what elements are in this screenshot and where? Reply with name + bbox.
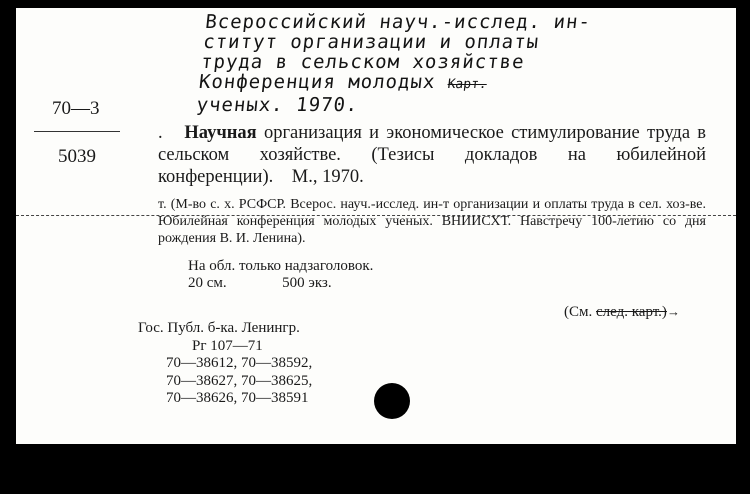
- handwritten-line: [198, 72, 730, 95]
- arrow-icon: →: [666, 304, 680, 319]
- size-text: 20 см.: [188, 275, 227, 291]
- handwritten-line: труда в сельском хозяйстве: [200, 51, 526, 73]
- library-code: Рг 107—71: [192, 337, 263, 354]
- physical-description: [188, 275, 332, 292]
- accession-number: 70—38626, 70—38591: [166, 390, 309, 406]
- entry-imprint: М., 1970.: [291, 167, 364, 187]
- call-number-top: 70—3: [52, 98, 100, 119]
- title-note: На обл. только надзаголовок.: [188, 258, 374, 274]
- library-holdings: [138, 320, 312, 408]
- entry-bullet: .: [158, 123, 163, 143]
- entry-title: организация и экономическое стимулирование труда в сельском хозяйстве. (Тезисы докладов на юбилейной конференции).: [158, 123, 707, 187]
- dashed-divider: [16, 215, 736, 216]
- continued-open: (См.: [564, 304, 593, 320]
- handwritten-line: ученых. 1970.: [195, 94, 360, 116]
- handwritten-heading: [196, 12, 736, 115]
- ink-blot: [374, 383, 410, 419]
- library-name: Гос. Публ. б-ка. Ленингр.: [138, 320, 300, 336]
- copies-text: 500 экз.: [282, 275, 332, 291]
- bibliographic-entry: [158, 122, 706, 188]
- continued-struck: след. карт.): [596, 304, 667, 320]
- call-number-divider: [34, 131, 120, 132]
- catalog-card: [16, 8, 736, 444]
- call-number-bottom: 5039: [58, 146, 96, 167]
- struck-text: Карт.: [446, 77, 488, 92]
- accession-number: 70—38612, 70—38592,: [166, 355, 313, 371]
- handwritten-text: Конференция молодых: [197, 71, 437, 93]
- accession-number: 70—38627, 70—38625,: [166, 372, 313, 389]
- handwritten-line: ститут организации и оплаты: [202, 31, 541, 53]
- entry-notes: т. (М-во с. х. РСФСР. Всерос. науч.-исслед. ин-т организации и оплаты труда в сел. хоз-ве. Юбилейная конференция молодых ученых. ВНИИСХТ. Навстречу 100-летию со дня рождения В. И. Ленина).: [158, 197, 706, 246]
- continued-note: [564, 304, 680, 321]
- entry-title-bold: Научная: [184, 123, 257, 143]
- handwritten-line: Всероссийский науч.-исслед. ин-: [204, 11, 593, 33]
